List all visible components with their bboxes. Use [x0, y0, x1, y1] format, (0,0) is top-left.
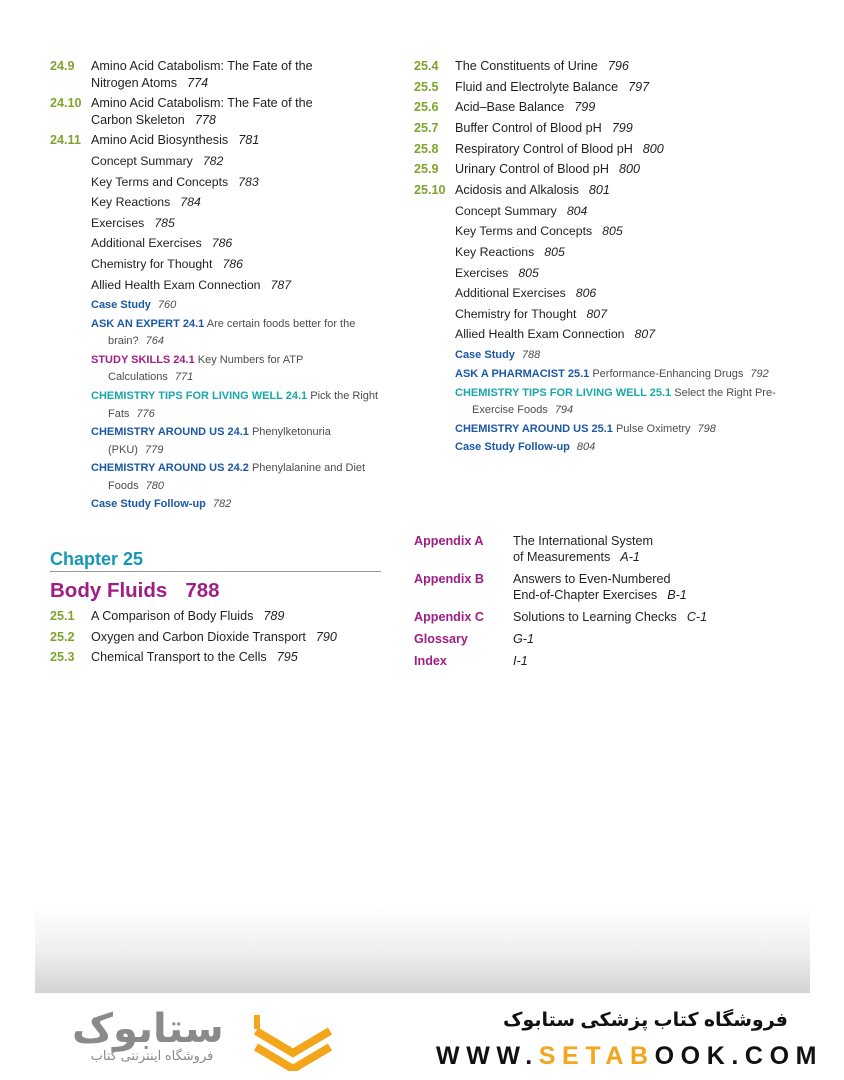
toc-appendix-b[interactable]: [414, 571, 814, 603]
page-number: A-1: [620, 550, 640, 564]
toc-end-item-concept-summary[interactable]: [455, 203, 814, 220]
end-item-label: Key Reactions: [455, 245, 535, 259]
page-number: 778: [194, 112, 216, 127]
page-bottom-shadow: [35, 905, 810, 993]
toc-feature-ask-an-expert[interactable]: [91, 316, 385, 351]
page-number: 801: [588, 183, 610, 198]
feature-title: Performance-Enhancing Drugs: [592, 367, 744, 380]
section-number: 24.11: [50, 133, 81, 148]
end-item-label: Allied Health Exam Connection: [455, 327, 625, 342]
toc-glossary[interactable]: [414, 631, 814, 647]
end-item-label: Exercises: [91, 215, 145, 230]
feature-title: Select the Right Pre-Exercise Foods: [472, 386, 776, 416]
store-advert-banner[interactable]: [0, 993, 844, 1080]
appendix-title-line2: of Measurements: [513, 550, 611, 564]
end-item-label: Key Terms and Concepts: [91, 174, 229, 189]
end-item-label: Additional Exercises: [455, 286, 566, 301]
page-number: 779: [144, 443, 164, 456]
toc-feature-case-study[interactable]: [91, 297, 385, 314]
feature-label: Case Study Follow-up: [455, 441, 570, 454]
appendix-title: Solutions to Learning Checks: [513, 610, 677, 624]
store-title: فروشگاه کتاب پزشکی ستابوک: [502, 1010, 788, 1031]
toc-feature-living-well[interactable]: [455, 385, 814, 420]
toc-feature-case-study[interactable]: [455, 347, 814, 364]
toc-feature-study-skills[interactable]: [91, 352, 385, 387]
toc-end-item-additional-exercises[interactable]: [91, 235, 385, 252]
page-number: 800: [642, 141, 664, 156]
feature-label: ASK A PHARMACIST 25.1: [455, 367, 590, 380]
end-item-label: Chemistry for Thought: [91, 257, 213, 272]
feature-title: Pick the Right Fats: [108, 390, 379, 420]
section-number: 24.10: [50, 96, 82, 111]
toc-feature-case-study-follow-up[interactable]: [455, 439, 814, 456]
page-number: I-1: [513, 654, 528, 668]
end-item-label: Concept Summary: [455, 203, 557, 218]
chapter-title: Body Fluids: [50, 579, 168, 602]
feature-title: Phenylketonuria (PKU): [108, 426, 331, 456]
page-number: 805: [602, 224, 623, 239]
page-number: 782: [212, 498, 232, 511]
toc-section-25-8[interactable]: [414, 141, 814, 158]
section-title: The Constituents of Urine: [455, 59, 598, 73]
section-title: Chemical Transport to the Cells: [91, 650, 267, 665]
page-number: 798: [697, 422, 716, 435]
toc-right-column: [414, 58, 814, 458]
feature-title: Key Numbers for ATP Calculations: [108, 354, 304, 384]
page-number: 774: [187, 75, 209, 90]
section-title: Fluid and Electrolyte Balance: [455, 79, 619, 94]
feature-title: Phenylalanine and Diet Foods: [108, 462, 366, 492]
toc-feature-around-us-1[interactable]: [91, 424, 385, 459]
toc-section-25-7[interactable]: [414, 120, 814, 137]
page-number: 760: [157, 299, 177, 312]
toc-end-item-additional-exercises[interactable]: [455, 285, 814, 302]
store-logo[interactable]: [72, 1008, 232, 1068]
toc-end-item-concept-summary[interactable]: [91, 153, 385, 170]
end-item-label: Additional Exercises: [91, 236, 202, 251]
feature-label: CHEMISTRY TIPS FOR LIVING WELL 25.1: [455, 386, 672, 399]
section-title: Urinary Control of Blood pH: [455, 162, 609, 177]
toc-end-item-key-terms[interactable]: [455, 223, 814, 240]
page-number: 806: [575, 286, 597, 301]
toc-section-24-11[interactable]: [50, 132, 385, 149]
feature-label: CHEMISTRY AROUND US 24.2: [91, 462, 249, 475]
page-number: 799: [611, 121, 633, 136]
section-number: 25.4: [414, 59, 439, 73]
feature-label: Case Study: [91, 299, 151, 312]
chapter-title-row[interactable]: [50, 578, 381, 604]
toc-end-item-chemistry-for-thought[interactable]: [91, 256, 385, 273]
section-number: 25.9: [414, 162, 439, 177]
section-title: Acid–Base Balance: [455, 100, 565, 115]
page-number: 781: [238, 133, 260, 148]
chapter-heading: [50, 548, 381, 604]
toc-section-25-9[interactable]: [414, 161, 814, 178]
chapter-page: 788: [185, 579, 220, 602]
toc-appendix-c[interactable]: [414, 609, 814, 625]
appendix-title-line1: Answers to Even-Numbered: [513, 572, 671, 586]
page-number: 796: [607, 59, 629, 73]
url-suffix: OOK.COM: [654, 1042, 824, 1070]
end-item-label: Exercises: [455, 265, 509, 280]
page-number: 783: [238, 174, 259, 189]
section-title-line1: Amino Acid Catabolism: The Fate of the: [91, 96, 313, 111]
toc-end-item-allied-health[interactable]: [455, 326, 814, 343]
book-stack-icon: [252, 1013, 334, 1076]
toc-appendix-a[interactable]: [414, 533, 814, 565]
toc-feature-around-us[interactable]: [455, 421, 814, 438]
page-number: 807: [586, 306, 607, 321]
toc-feature-case-study-follow-up[interactable]: [91, 496, 385, 513]
page-number: C-1: [686, 610, 708, 624]
page-number: 804: [576, 441, 596, 454]
chapter-label: Chapter 25: [50, 549, 144, 569]
feature-label: Case Study Follow-up: [91, 498, 206, 511]
page-number: 789: [263, 609, 285, 623]
feature-label: STUDY SKILLS 24.1: [91, 354, 195, 367]
page-number: 780: [145, 479, 164, 492]
toc-end-item-key-terms[interactable]: [91, 174, 385, 191]
page-number: 797: [628, 79, 650, 94]
section-number: 25.8: [414, 141, 439, 156]
page-number: 785: [154, 215, 175, 230]
appendix-label: Index: [414, 654, 447, 668]
chapter-25-sections: [50, 608, 385, 670]
page-number: 782: [202, 154, 224, 169]
toc-section-25-10[interactable]: [414, 182, 814, 199]
end-item-label: Key Reactions: [91, 195, 171, 210]
feature-label: CHEMISTRY AROUND US 25.1: [455, 422, 613, 435]
page-number: 795: [276, 650, 298, 665]
toc-section-25-1[interactable]: [50, 608, 385, 625]
toc-end-item-allied-health[interactable]: [91, 277, 385, 294]
url-prefix: WWW.: [436, 1042, 539, 1070]
toc-end-item-chemistry-for-thought[interactable]: [455, 306, 814, 323]
toc-end-item-exercises[interactable]: [455, 265, 814, 282]
page-number: 787: [270, 277, 292, 292]
page-number: 786: [211, 236, 233, 251]
toc-section-25-2[interactable]: [50, 629, 385, 646]
feature-label: Case Study: [455, 348, 515, 361]
section-number: 25.6: [414, 100, 439, 115]
page-number: 790: [315, 629, 337, 644]
store-url-link[interactable]: [436, 1041, 823, 1071]
end-item-label: Chemistry for Thought: [455, 306, 577, 321]
toc-section-24-10[interactable]: [50, 95, 385, 128]
appendix-label: Glossary: [414, 632, 468, 646]
chapter-divider: [50, 571, 381, 572]
page-number: 788: [521, 348, 541, 361]
appendix-label: Appendix A: [414, 534, 484, 548]
page-number: 776: [136, 407, 155, 420]
section-title: A Comparison of Body Fluids: [91, 609, 254, 623]
page-number: 792: [750, 367, 769, 380]
page-number: 799: [574, 100, 596, 115]
end-item-label: Allied Health Exam Connection: [91, 277, 261, 292]
toc-section-25-3[interactable]: [50, 649, 385, 666]
section-title: Respiratory Control of Blood pH: [455, 141, 633, 156]
toc-end-item-key-reactions[interactable]: [455, 244, 814, 261]
section-title: Amino Acid Biosynthesis: [91, 133, 229, 148]
store-logo-text: ستابوک: [72, 1007, 224, 1051]
toc-index[interactable]: [414, 653, 814, 669]
feature-label: CHEMISTRY AROUND US 24.1: [91, 426, 249, 439]
toc-section-25-4[interactable]: [414, 58, 814, 75]
section-title-line2: Nitrogen Atoms: [91, 75, 178, 90]
toc-feature-ask-a-pharmacist[interactable]: [455, 366, 814, 383]
page-number: B-1: [667, 588, 687, 602]
section-number: 25.10: [414, 183, 446, 198]
feature-title: Pulse Oximetry: [615, 422, 691, 435]
feature-label: ASK AN EXPERT 24.1: [91, 318, 205, 331]
appendix-title-line2: End-of-Chapter Exercises: [513, 588, 658, 602]
page-number: 784: [180, 195, 201, 210]
toc-end-item-exercises[interactable]: [91, 215, 385, 232]
section-title: Buffer Control of Blood pH: [455, 121, 602, 136]
section-number: 25.7: [414, 121, 439, 136]
url-highlight: SETAB: [538, 1042, 655, 1070]
section-number: 25.1: [50, 609, 75, 623]
section-title-line1: Amino Acid Catabolism: The Fate of the: [91, 59, 313, 73]
section-number: 24.9: [50, 59, 75, 73]
page-number: 786: [222, 257, 243, 272]
feature-title: Are certain foods better for the brain?: [108, 318, 356, 348]
page-number: 800: [619, 162, 641, 177]
page-number: 805: [544, 245, 565, 259]
page-number: 764: [145, 335, 164, 348]
section-title-line2: Carbon Skeleton: [91, 112, 185, 127]
toc-appendices: [414, 533, 814, 675]
page-number: 805: [518, 265, 539, 280]
toc-feature-around-us-2[interactable]: [91, 460, 385, 495]
toc-left-column: [50, 58, 385, 515]
section-title: Acidosis and Alkalosis: [455, 183, 579, 198]
store-logo-subtitle: فروشگاه اینترنتی کتاب: [90, 1048, 214, 1063]
toc-end-item-key-reactions[interactable]: [91, 194, 385, 211]
toc-section-24-9[interactable]: [50, 58, 385, 91]
toc-section-25-6[interactable]: [414, 99, 814, 116]
page-number: 807: [634, 327, 656, 342]
page-number: G-1: [513, 632, 534, 646]
toc-feature-living-well[interactable]: [91, 388, 385, 423]
page-number: 794: [554, 403, 574, 416]
section-title: Oxygen and Carbon Dioxide Transport: [91, 629, 306, 644]
appendix-title-line1: The International System: [513, 534, 654, 548]
end-item-label: Key Terms and Concepts: [455, 224, 593, 239]
section-number: 25.5: [414, 79, 439, 94]
appendix-label: Appendix B: [414, 572, 484, 586]
end-item-label: Concept Summary: [91, 154, 193, 169]
toc-section-25-5[interactable]: [414, 79, 814, 96]
feature-label: CHEMISTRY TIPS FOR LIVING WELL 24.1: [91, 390, 308, 403]
appendix-label: Appendix C: [414, 610, 484, 624]
page-number: 771: [174, 371, 194, 384]
page-number: 804: [566, 203, 588, 218]
section-number: 25.3: [50, 650, 75, 665]
section-number: 25.2: [50, 629, 75, 644]
